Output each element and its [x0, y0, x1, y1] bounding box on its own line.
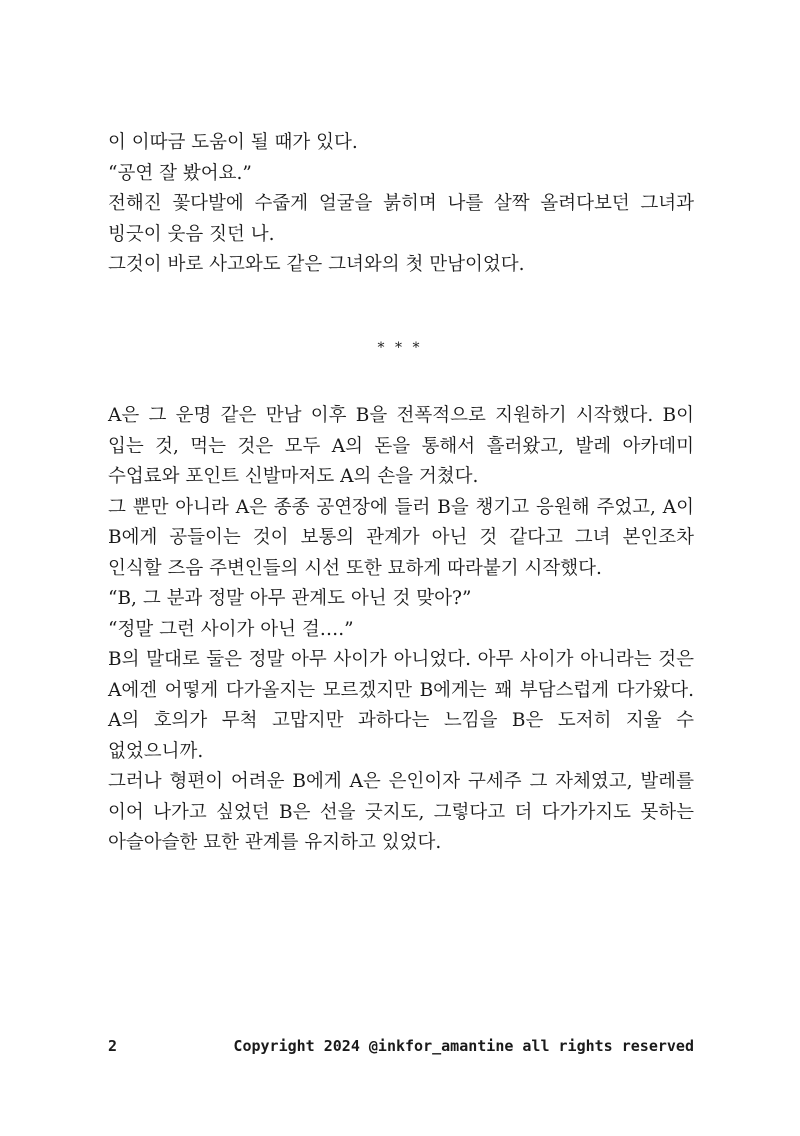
text-block-top [108, 128, 694, 281]
page-number: 2 [108, 1037, 118, 1055]
paragraph: 전해진 꽃다발에 수줍게 얼굴을 붉히며 나를 살짝 올려다보던 그녀과 빙긋이 웃음 짓던 나. [108, 193, 694, 245]
text-block-main [108, 401, 694, 859]
dialogue-line: “공연 잘 봤어요.” [108, 162, 252, 184]
copyright-notice: Copyright 2024 @inkfor_amantine all rights reserved [233, 1037, 694, 1055]
paragraph: 그러나 형편이 어려운 B에게 A은 은인이자 구세주 그 자체였고, 발레를 이어 나가고 싶었던 B은 선을 긋지도, 그렇다고 더 다가가지도 못하는 아슬아슬한 묘한 관계를 유지하고 있었다. [108, 771, 694, 853]
dialogue-line: “B, 그 분과 정말 아무 관계도 아닌 것 맞아?” [108, 588, 472, 609]
paragraph: A은 그 운명 같은 만남 이후 B을 전폭적으로 지원하기 시작했다. B이 입는 것, 먹는 것은 모두 A의 돈을 통해서 흘러왔고, 발레 아카데미 수업료와 포인트 신발마저도 A의 손을 거쳤다. [108, 405, 694, 487]
paragraph: 이 이따금 도움이 될 때가 있다. [108, 132, 358, 153]
paragraph: 그것이 바로 사고와도 같은 그녀와의 첫 만남이었다. [108, 254, 525, 275]
paragraph: B의 말대로 둘은 정말 아무 사이가 아니었다. 아무 사이가 아니라는 것은 A에겐 어떻게 다가올지는 모르겠지만 B에게는 꽤 부담스럽게 다가왔다. A의 호의가 무척 고맙지만 과하다는 느낌을 B은 도저히 지울 수 없었으니까. [108, 649, 694, 762]
dialogue-line: “정말 그런 사이가 아닌 걸….” [108, 618, 354, 640]
paragraph: 그 뿐만 아니라 A은 종종 공연장에 들러 B을 챙기고 응원해 주었고, A이 B에게 공들이는 것이 보통의 관계가 아닌 것 같다고 그녀 본인조차 인식할 즈음 주변인들의 시선 또한 묘하게 따라붙기 시작했다. [108, 496, 694, 579]
page-footer [108, 1037, 694, 1061]
section-divider: * * * [377, 340, 423, 356]
